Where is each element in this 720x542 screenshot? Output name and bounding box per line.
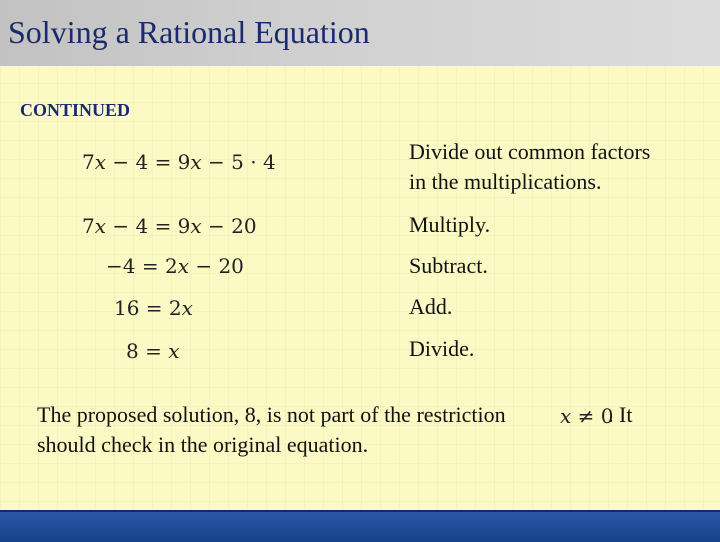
restriction-rest: ≠ 0 bbox=[571, 404, 614, 428]
equation-1-coef: 7 bbox=[82, 150, 95, 174]
conclusion-line-2: should check in the original equation. bbox=[37, 432, 369, 457]
equation-4-text: 16 = 2 bbox=[114, 296, 182, 320]
equation-3 bbox=[106, 254, 244, 278]
equation-5-text: 8 = bbox=[126, 339, 169, 363]
equation-1-var2: x bbox=[190, 150, 202, 174]
restriction-math bbox=[560, 404, 613, 428]
conclusion-note bbox=[37, 400, 506, 460]
equation-1 bbox=[82, 150, 276, 174]
step-2-text: Multiply. bbox=[409, 212, 491, 237]
continued-label: CONTINUED bbox=[20, 100, 131, 120]
equation-2-mid: − 4 = 9 bbox=[106, 214, 191, 238]
equation-1-rhs: − 5 · 4 bbox=[201, 150, 276, 174]
equation-1-var1: x bbox=[94, 150, 107, 174]
restriction-var: x bbox=[560, 404, 572, 428]
footer-bar bbox=[0, 510, 720, 542]
equation-3-text: −4 = 2 bbox=[106, 254, 178, 278]
equation-5 bbox=[126, 339, 179, 363]
equation-2-rhs: − 20 bbox=[201, 214, 257, 238]
step-3-text: Subtract. bbox=[409, 253, 488, 278]
equation-3-tail: − 20 bbox=[188, 254, 244, 278]
step-4-text: Add. bbox=[409, 294, 453, 319]
step-5-text: Divide. bbox=[409, 336, 475, 361]
conclusion-line-1: The proposed solution, 8, is not part of the restriction bbox=[37, 402, 506, 427]
step-1-text bbox=[409, 137, 650, 197]
equation-2-var1: x bbox=[94, 214, 107, 238]
equation-4 bbox=[114, 296, 193, 320]
equation-3-var: x bbox=[177, 254, 189, 278]
title-bar bbox=[0, 0, 720, 66]
equation-5-var: x bbox=[168, 339, 180, 363]
step-1-line-1: Divide out common factors bbox=[409, 139, 651, 164]
conclusion-tail: . It bbox=[608, 402, 633, 427]
equation-1-mid: − 4 = 9 bbox=[106, 150, 191, 174]
step-1-line-2: in the multiplications. bbox=[409, 169, 602, 194]
equation-2-coef: 7 bbox=[82, 214, 95, 238]
equation-4-var: x bbox=[181, 296, 193, 320]
equation-2 bbox=[82, 214, 257, 238]
equation-2-var2: x bbox=[190, 214, 202, 238]
slide-title: Solving a Rational Equation bbox=[8, 14, 370, 50]
